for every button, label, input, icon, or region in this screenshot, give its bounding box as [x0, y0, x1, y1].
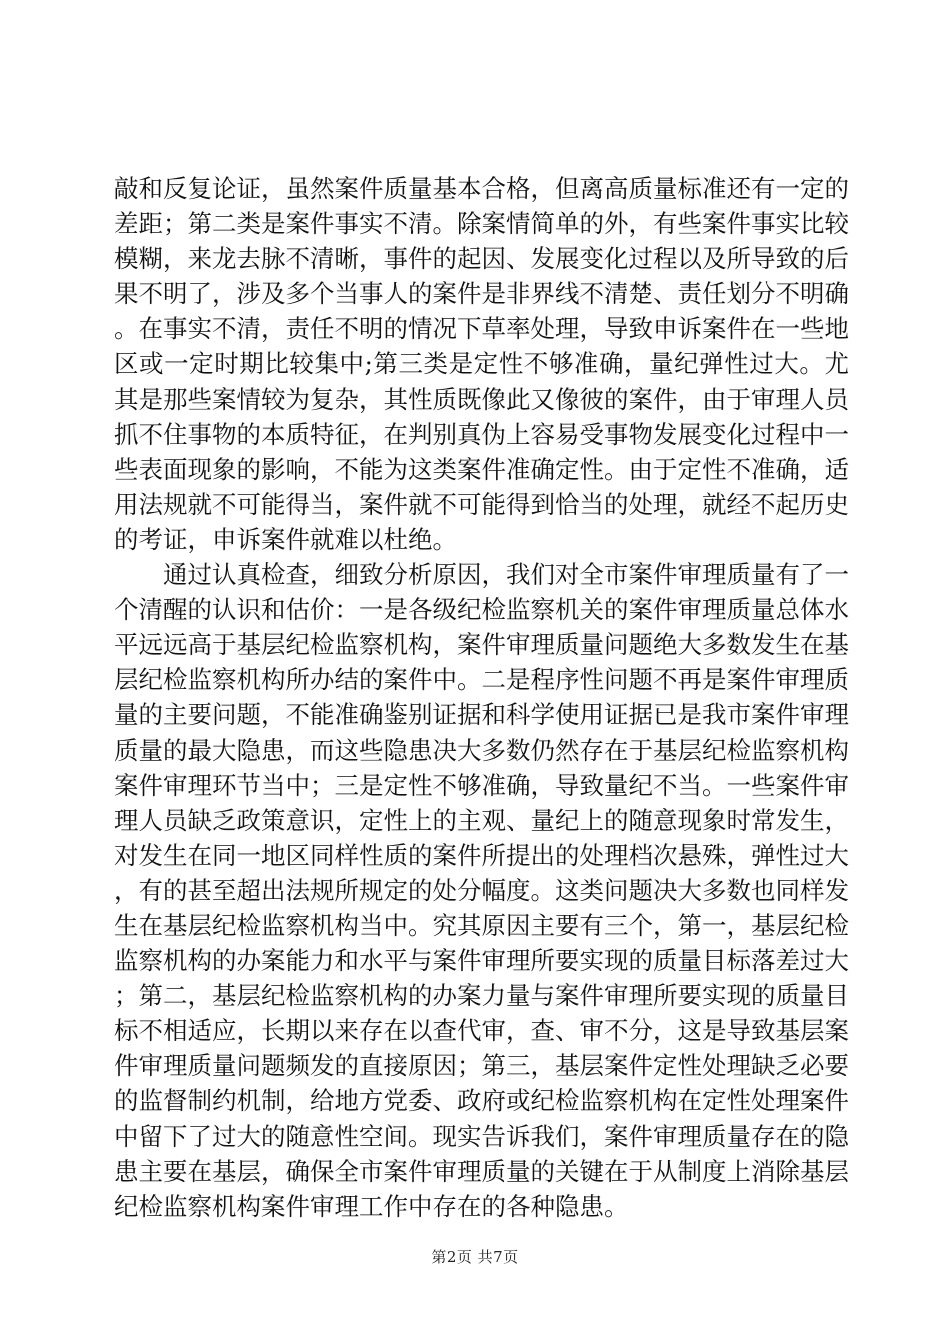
paragraph-1: 敲和反复论证，虽然案件质量基本合格，但离高质量标准还有一定的差距；第二类是案件事实不清。除案情简单的外，有些案件事实比较模糊，来龙去脉不清晰，事件的起因、发展变化过程以及所导致的后果不明了，涉及多个当事人的案件是非界线不清楚、责任划分不明确。在事实不清，责任不明的情况下草率处理，导致申诉案件在一些地区或一定时期比较集中;第三类是定性不够准确，量纪弹性过大。尤其是那些案情较为复杂，其性质既像此又像彼的案件，由于审理人员抓不住事物的本质特征，在判别真伪上容易受事物发展变化过程中一些表面现象的影响，不能为这类案件准确定性。由于定性不准确，适用法规就不可能得当，案件就不可能得到恰当的处理，就经不起历史的考证，申诉案件就难以杜绝。	[114, 174, 849, 554]
document-body	[114, 171, 849, 1224]
page-number-footer: 第2页 共7页	[431, 1248, 519, 1266]
paragraph-2: 通过认真检查，细致分析原因，我们对全市案件审理质量有了一个清醒的认识和估价：一是各级纪检监察机关的案件审理质量总体水平远远高于基层纪检监察机构，案件审理质量问题绝大多数发生在基层纪检监察机构所办结的案件中。二是程序性问题不再是案件审理质量的主要问题，不能准确鉴别证据和科学使用证据已是我市案件审理质量的最大隐患，而这些隐患决大多数仍然存在于基层纪检监察机构案件审理环节当中；三是定性不够准确，导致量纪不当。一些案件审理人员缺乏政策意识，定性上的主观、量纪上的随意现象时常发生，对发生在同一地区同样性质的案件所提出的处理档次悬殊，弹性过大，有的甚至超出法规所规定的处分幅度。这类问题决大多数也同样发生在基层纪检监察机构当中。究其原因主要有三个，第一，基层纪检监察机构的办案能力和水平与案件审理所要实现的质量目标落差过大；第二，基层纪检监察机构的办案力量与案件审理所要实现的质量目标不相适应，长期以来存在以查代审，查、审不分，这是导致基层案件审理质量问题频发的直接原因；第三，基层案件定性处理缺乏必要的监督制约机制，给地方党委、政府或纪检监察机构在定性处理案件中留下了过大的随意性空间。现实告诉我们，案件审理质量存在的隐患主要在基层，确保全市案件审理质量的关键在于从制度上消除基层纪检监察机构案件审理工作中存在的各种隐患。	[114, 560, 849, 1221]
